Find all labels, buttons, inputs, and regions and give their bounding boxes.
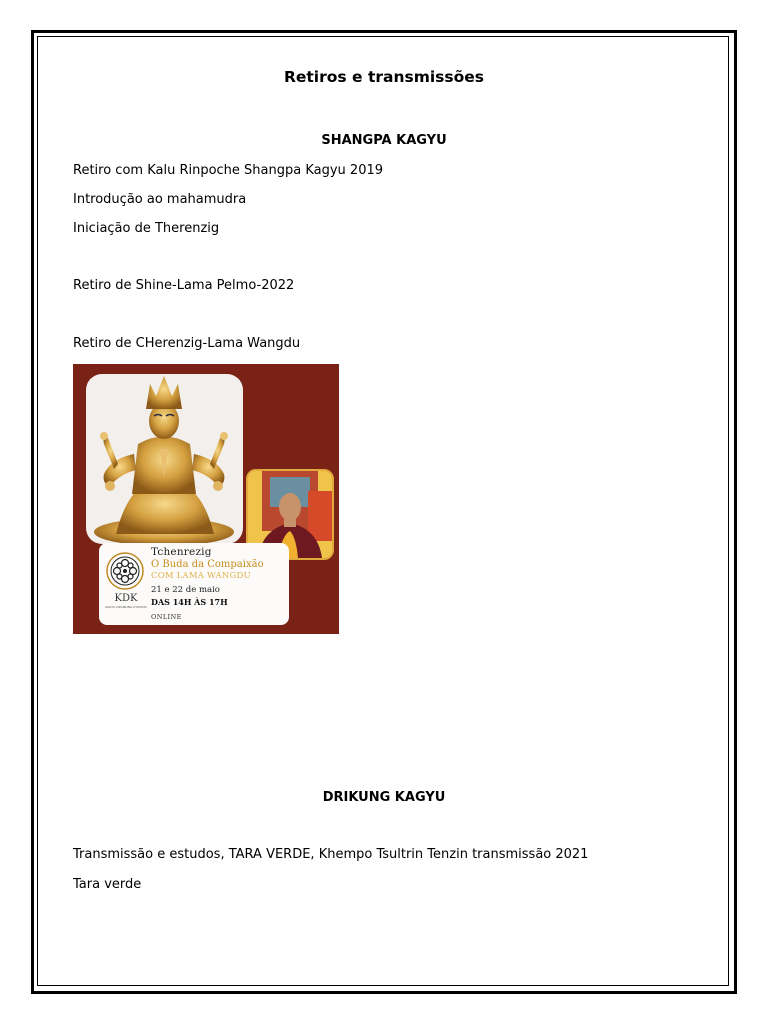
poster-dates: 21 e 22 de maio xyxy=(151,585,220,595)
logo-text: KDK xyxy=(114,593,138,604)
poster-subtitle: O Buda da Compaixão xyxy=(151,559,264,570)
poster-title: Tchenrezig xyxy=(151,546,212,558)
text-line: Transmissão e estudos, TARA VERDE, Khempo Tsultrin Tenzin transmissão 2021 xyxy=(73,847,589,862)
text-line: Iniciação de Therenzig xyxy=(73,221,220,236)
section-heading-shangpa: SHANGPA KAGYU xyxy=(321,133,447,148)
text-line: Introdução ao mahamudra xyxy=(73,192,247,207)
text-line: Retiro de Shine-Lama Pelmo-2022 xyxy=(73,278,295,293)
section-heading-drikung: DRIKUNG KAGYU xyxy=(322,790,446,805)
logo-subtext: KAGYU DZAMLING KYISHOD xyxy=(105,605,147,609)
text-line: Tara verde xyxy=(73,877,142,892)
poster-mode: ONLINE xyxy=(151,613,182,621)
kdk-logo-icon xyxy=(105,551,145,591)
statue-image xyxy=(86,374,243,544)
document-title: Retiros e transmissões xyxy=(283,68,485,86)
text-line: Retiro de CHerenzig-Lama Wangdu xyxy=(73,336,301,351)
poster-teacher: COM LAMA WANGDU xyxy=(151,571,251,581)
text-line: Retiro com Kalu Rinpoche Shangpa Kagyu 2019 xyxy=(73,163,384,178)
event-info-card xyxy=(99,543,289,625)
poster-hours: DAS 14H ÀS 17H xyxy=(151,597,228,607)
retreat-poster xyxy=(73,364,339,634)
